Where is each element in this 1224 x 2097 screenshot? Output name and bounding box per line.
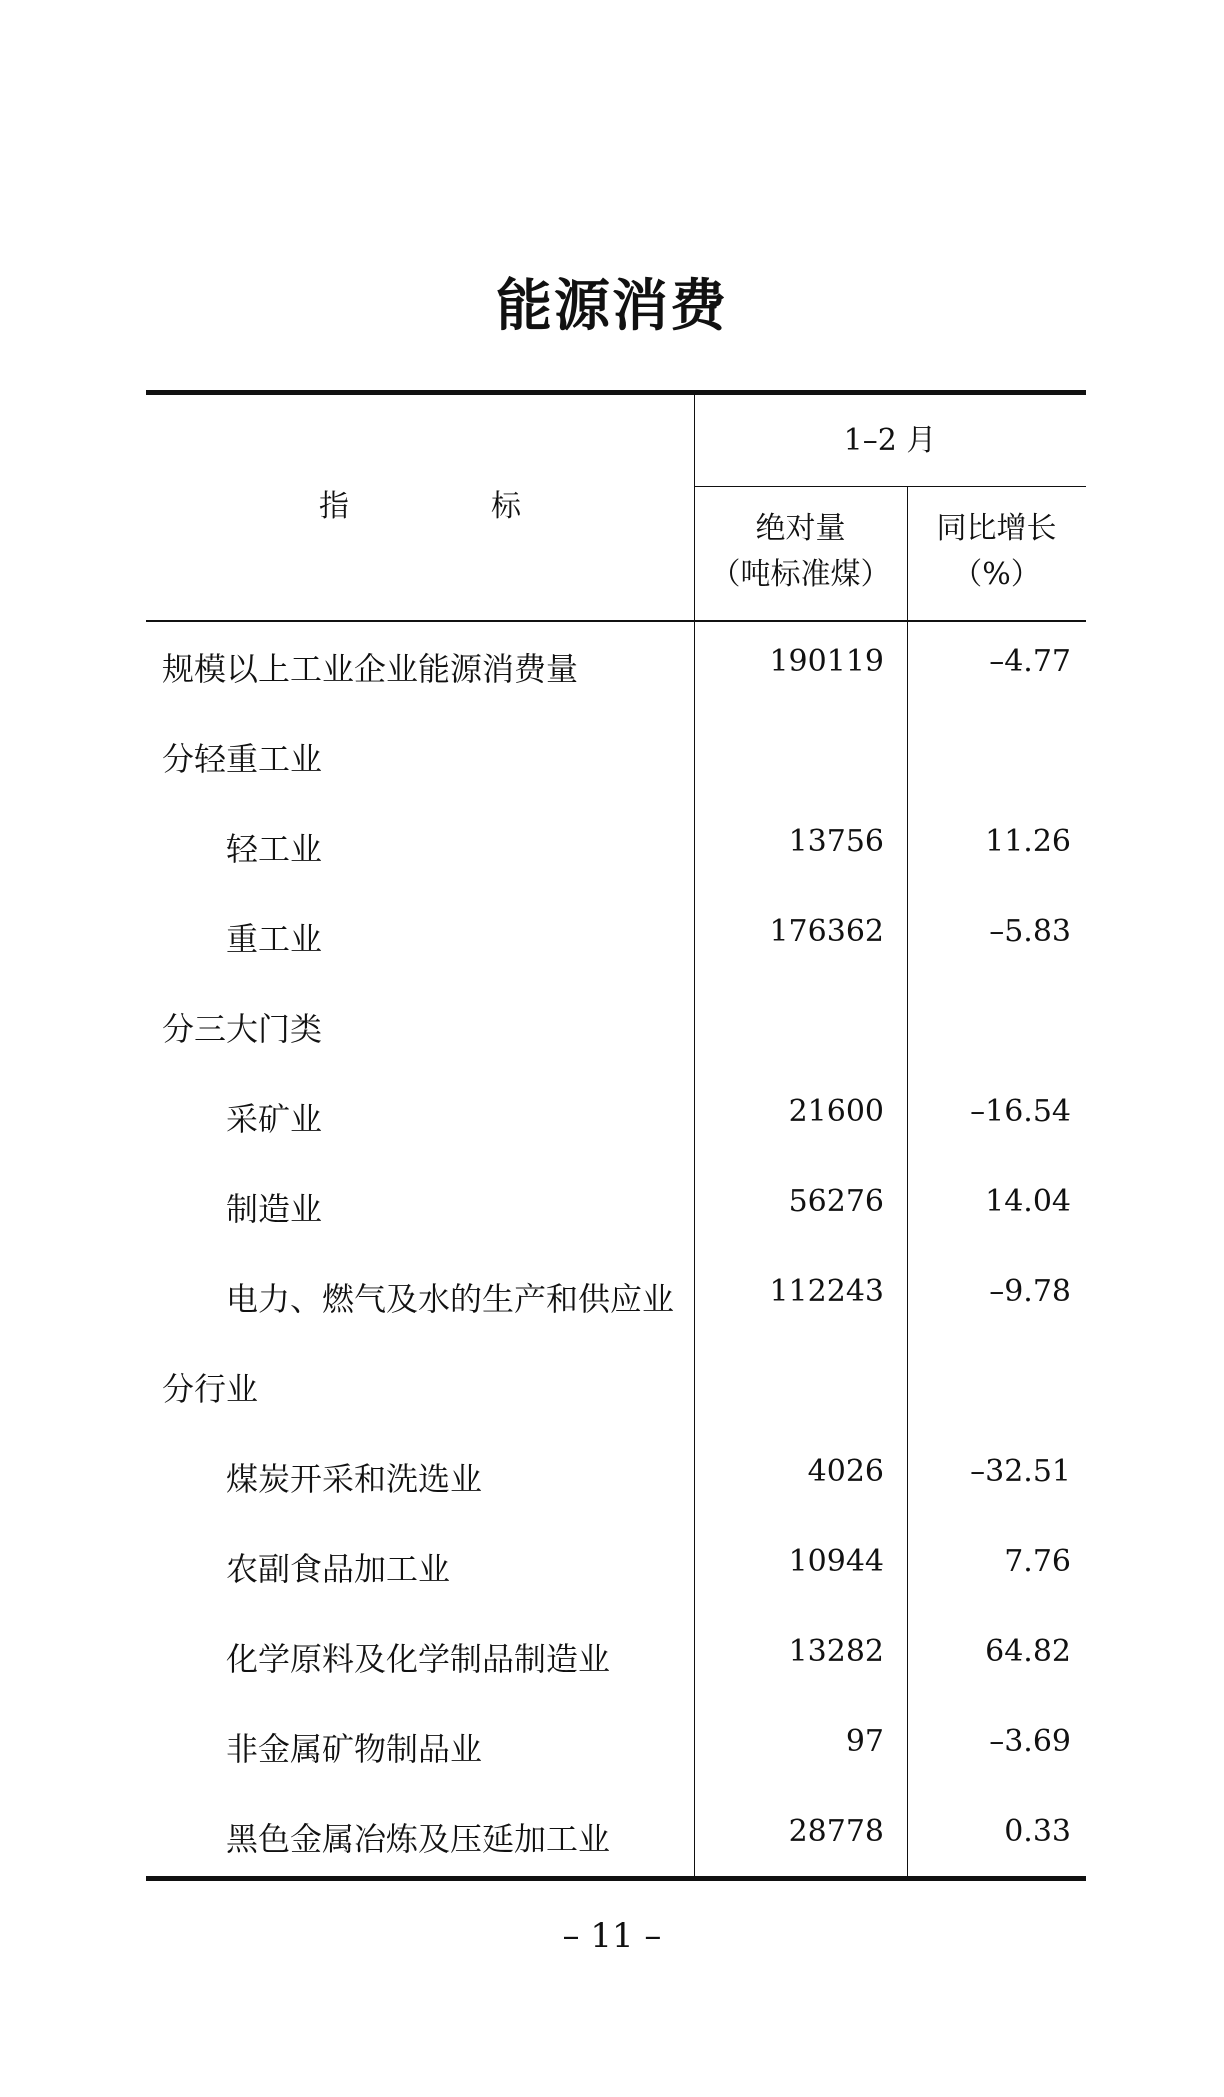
- table-row-group: [146, 712, 1086, 802]
- table-row: [146, 1162, 1086, 1252]
- row-absolute-value: 21600: [788, 1094, 884, 1129]
- row-yoy-value: 0.33: [1004, 1814, 1071, 1849]
- row-absolute-value: 112243: [769, 1274, 884, 1309]
- row-yoy-value: 64.82: [985, 1634, 1071, 1669]
- absolute-header-line2: （吨标准煤）: [710, 557, 891, 592]
- table-row: [146, 892, 1086, 982]
- row-yoy-value: –32.51: [970, 1454, 1071, 1489]
- table-row: [146, 1072, 1086, 1162]
- page-number: – 11 –: [562, 1916, 662, 1956]
- table-row: [146, 1522, 1086, 1612]
- period-header: 1–2 月: [843, 423, 937, 458]
- yoy-header-line1: 同比增长: [936, 511, 1057, 546]
- row-absolute-value: 176362: [769, 914, 884, 949]
- row-label: 分三大门类: [162, 1010, 323, 1048]
- table-row: [146, 1252, 1086, 1342]
- row-yoy-value: –9.78: [989, 1274, 1071, 1309]
- row-label: 煤炭开采和洗选业: [226, 1460, 483, 1498]
- absolute-header-line1: 绝对量: [755, 511, 846, 546]
- table-row: [146, 622, 1086, 712]
- row-absolute-value: 13756: [788, 824, 884, 859]
- table-top-rule: [146, 390, 1086, 395]
- header-divider: [694, 486, 1086, 487]
- row-label: 分行业: [162, 1370, 259, 1408]
- table-row: [146, 1432, 1086, 1522]
- row-label: 分轻重工业: [162, 740, 323, 778]
- page-title: 能源消费: [496, 274, 728, 339]
- row-label: 采矿业: [226, 1100, 323, 1138]
- row-yoy-value: 11.26: [985, 824, 1071, 859]
- row-label: 黑色金属冶炼及压延加工业: [226, 1820, 611, 1858]
- yoy-header: [907, 506, 1086, 598]
- table-row: [146, 1792, 1086, 1882]
- row-absolute-value: 97: [845, 1724, 884, 1759]
- table-row-group: [146, 1342, 1086, 1432]
- row-yoy-value: 7.76: [1004, 1544, 1071, 1579]
- row-yoy-value: 14.04: [985, 1184, 1071, 1219]
- row-label: 农副食品加工业: [226, 1550, 451, 1588]
- row-absolute-value: 56276: [788, 1184, 884, 1219]
- yoy-header-line2: （%）: [952, 557, 1041, 592]
- table-row: [146, 1612, 1086, 1702]
- table-body: [146, 622, 1086, 1882]
- row-yoy-value: –16.54: [970, 1094, 1071, 1129]
- row-absolute-value: 13282: [788, 1634, 884, 1669]
- indicator-header: 指 标: [319, 489, 577, 524]
- row-yoy-value: –3.69: [989, 1724, 1071, 1759]
- row-absolute-value: 28778: [788, 1814, 884, 1849]
- row-label: 非金属矿物制品业: [226, 1730, 483, 1768]
- table-row: [146, 802, 1086, 892]
- row-label: 规模以上工业企业能源消费量: [162, 650, 579, 688]
- table-row: [146, 1702, 1086, 1792]
- row-label: 轻工业: [226, 830, 323, 868]
- table-row-group: [146, 982, 1086, 1072]
- row-yoy-value: –5.83: [989, 914, 1071, 949]
- row-absolute-value: 10944: [788, 1544, 884, 1579]
- row-label: 电力、燃气及水的生产和供应业: [226, 1280, 675, 1318]
- row-label: 制造业: [226, 1190, 323, 1228]
- row-absolute-value: 4026: [807, 1454, 884, 1489]
- row-absolute-value: 190119: [769, 644, 884, 679]
- row-label: 化学原料及化学制品制造业: [226, 1640, 611, 1678]
- absolute-header: [694, 506, 907, 598]
- row-yoy-value: –4.77: [989, 644, 1071, 679]
- row-label: 重工业: [226, 920, 323, 958]
